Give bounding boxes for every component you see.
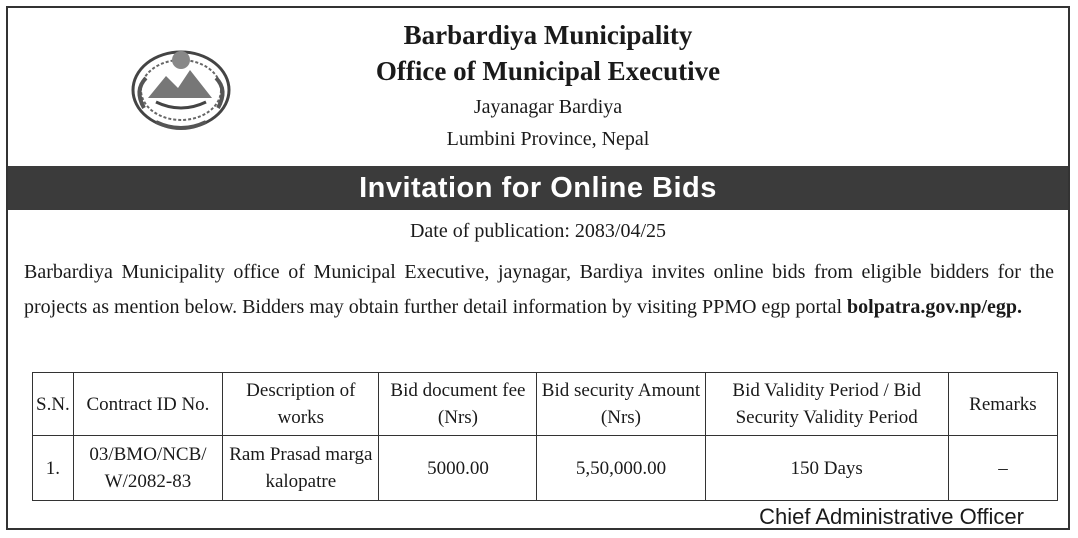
portal-link[interactable]: bolpatra.gov.np/egp. [847,296,1023,318]
publication-date: Date of publication: 2083/04/25 [409,220,667,242]
org-name: Barbardiya Municipality [403,20,693,50]
address-line-1: Jayanagar Bardiya [473,96,623,118]
header-security: Bid security Amount (Nrs) [537,373,705,436]
nepal-emblem-icon [126,38,236,136]
header-sn: S.N. [33,373,74,436]
office-name: Office of Municipal Executive [375,56,721,86]
cell-validity: 150 Days [705,436,948,501]
bids-table [32,372,1058,501]
header-doc-fee: Bid document fee (Nrs) [379,373,537,436]
table-row [33,436,1058,501]
cell-description: Ram Prasad marga kalopatre [223,436,379,501]
header-contract-id: Contract ID No. [73,373,222,436]
header-validity: Bid Validity Period / Bid Security Validity Period [705,373,948,436]
cell-security: 5,50,000.00 [537,436,705,501]
address-line-2: Lumbini Province, Nepal [446,128,650,150]
table-header-row [33,373,1058,436]
signatory: Chief Administrative Officer [759,504,1024,529]
notice-title-banner: Invitation for Online Bids [8,166,1068,210]
notice-body-text: Barbardiya Municipality office of Municipal Executive, jaynagar, Bardiya invites online bids from eligible bidders for the projects as mention below. Bidders may obtain further detail information by visiting PPMO egp portal [24,261,1054,318]
header-description: Description of works [223,373,379,436]
cell-doc-fee: 5000.00 [379,436,537,501]
cell-contract-id: 03/BMO/NCB/ W/2082-83 [73,436,222,501]
notice-page [6,6,1070,530]
cell-sn: 1. [33,436,74,501]
header-remarks: Remarks [948,373,1057,436]
notice-body [24,255,1054,325]
cell-remarks: – [948,436,1057,501]
